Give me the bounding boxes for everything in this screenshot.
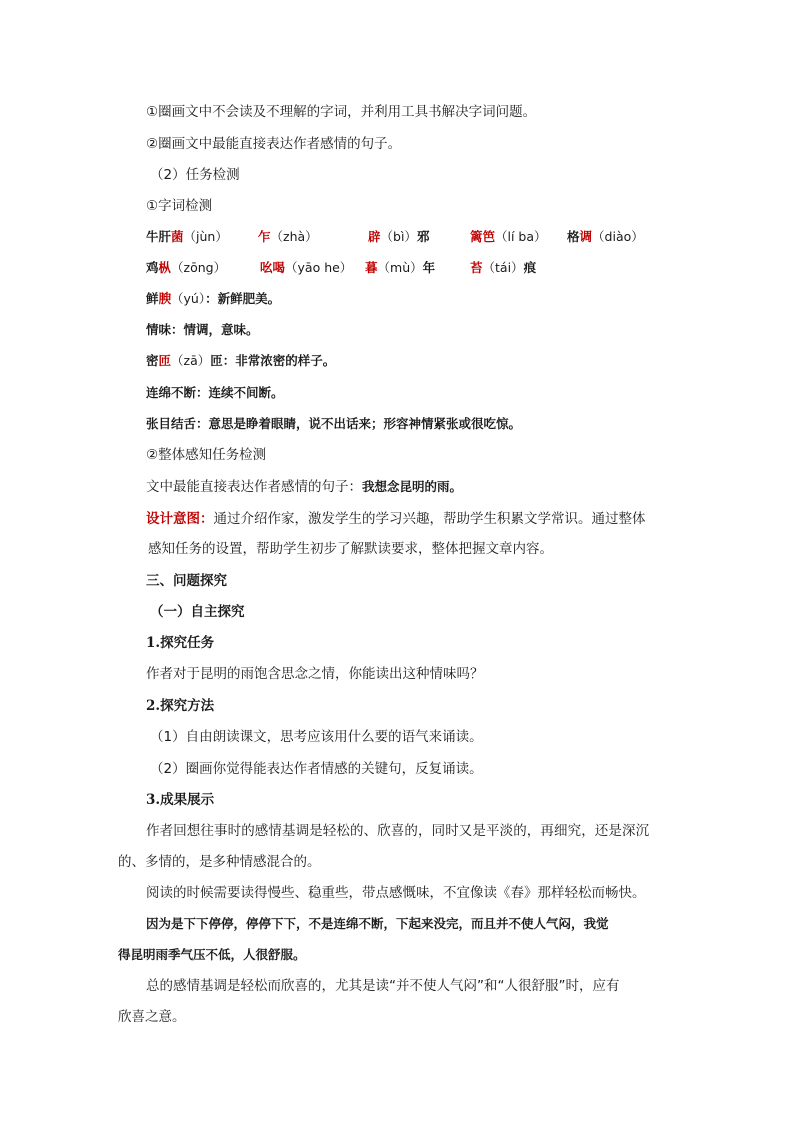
design-intent-cont: 感知任务的设置，帮助学生初步了解默读要求，整体把握文章内容。 <box>148 541 553 557</box>
step-heading: 3.成果展示 <box>146 792 215 808</box>
design-intent: 设计意图：通过介绍作家，激发学生的学习兴趣，帮助学生积累文学常识。通过整体 <box>146 511 646 527</box>
task-circle-words: ①圈画文中不会读及不理解的字词，并利用工具书解决字词问题。 <box>146 104 537 120</box>
definition-item: 连绵不断：连续不间断。 <box>146 385 284 400</box>
paragraph: 作者回想往事时的感情基调是轻松的、欣喜的，同时又是平淡的，再细究，还是深沉 <box>146 823 650 839</box>
word-item: 牛肝菌（jùn） <box>146 229 228 244</box>
subsection-heading: （一）自主探究 <box>150 604 245 620</box>
paragraph: 阅读的时候需要读得慢些、稳重些，带点感慨味，不宜像读《春》那样轻松而畅快。 <box>146 885 646 901</box>
paragraph-cont: 的、多情的，是多种情感混合的。 <box>118 854 321 870</box>
definition-item: 情味：情调，意味。 <box>146 322 259 337</box>
overall-check-title: ②整体感知任务检测 <box>146 447 267 463</box>
paragraph: 作者对于昆明的雨饱含思念之情，你能读出这种情味吗？ <box>146 666 484 682</box>
definition-item: 张目结舌：意思是睁着眼睛，说不出话来；形容神情紧张或很吃惊。 <box>146 416 522 431</box>
word-item: 辟（bì）邪 <box>368 229 430 244</box>
check-title: （2）任务检测 <box>150 167 240 183</box>
section-heading: 三、问题探究 <box>146 573 227 589</box>
word-item: 暮（mù）年 <box>365 260 436 275</box>
word-check-title: ①字词检测 <box>146 198 213 214</box>
word-item: 乍（zhà） <box>258 229 318 244</box>
paragraph: （2）圈画你觉得能表达作者情感的关键句，反复诵读。 <box>150 761 483 777</box>
step-heading: 2.探究方法 <box>146 698 215 714</box>
word-item: 苔（tái）痕 <box>470 260 537 275</box>
quote-line: 因为是下下停停，停停下下，不是连绵不断，下起来没完，而且并不使人气闷，我觉 <box>146 916 609 931</box>
task-circle-sentence: ②圈画文中最能直接表达作者感情的句子。 <box>146 136 402 152</box>
word-item: 格调（diào） <box>567 229 644 244</box>
step-heading: 1.探究任务 <box>146 635 215 651</box>
paragraph: 总的感情基调是轻松而欣喜的，尤其是读“并不使人气闷”和“人很舒服”时，应有 <box>146 978 620 994</box>
word-item: 鸡枞（zōng） <box>146 260 227 275</box>
word-item: 吆喝（yāo he） <box>260 260 353 275</box>
key-sentence-line: 文中最能直接表达作者感情的句子：我想念昆明的雨。 <box>146 479 463 495</box>
word-item: 篱笆（lí ba） <box>470 229 547 244</box>
quote-line-cont: 得昆明雨季气压不低，人很舒服。 <box>118 947 306 962</box>
paragraph: （1）自由朗读课文，思考应该用什么要的语气来诵读。 <box>150 729 483 745</box>
definition-item: 鲜腴（yú）：新鲜肥美。 <box>146 291 281 306</box>
definition-item: 密匝（zā）匝：非常浓密的样子。 <box>146 353 336 368</box>
paragraph-cont: 欣喜之意。 <box>118 1009 186 1025</box>
